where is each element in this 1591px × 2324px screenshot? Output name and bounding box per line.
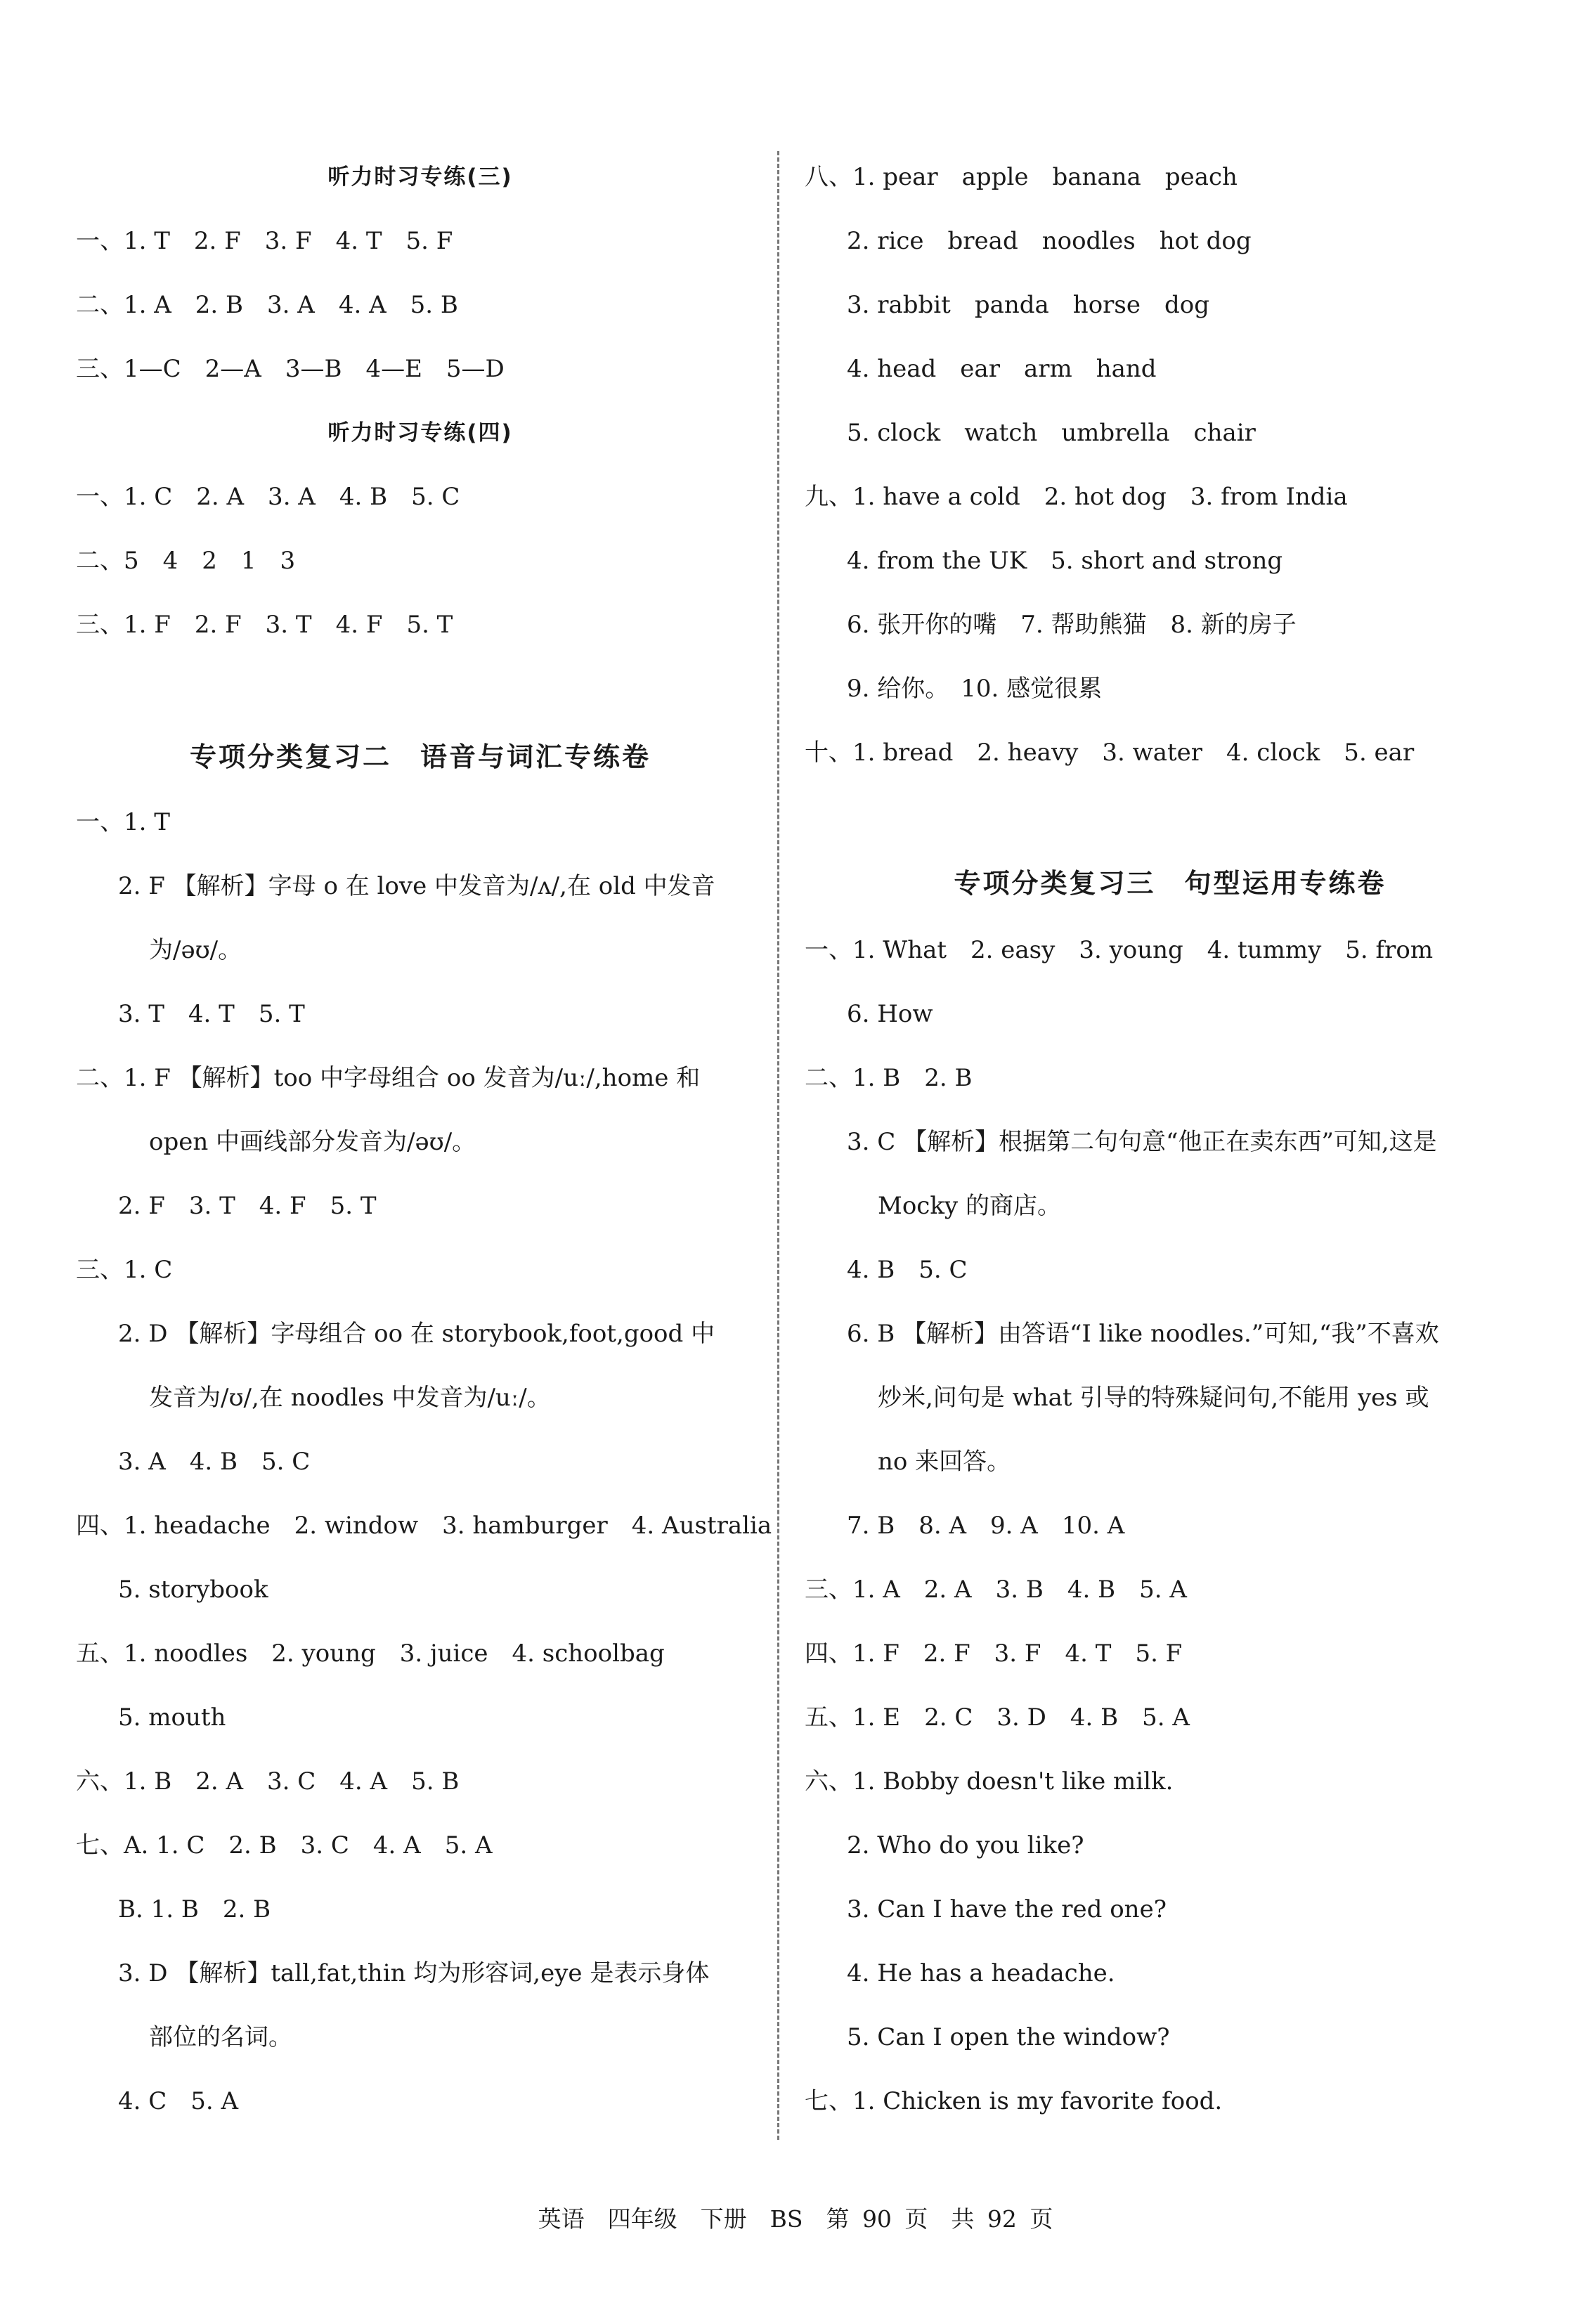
answer-line: 一、1. C 2. A 3. A 4. B 5. C [76,483,460,511]
answer-line: 发音为/ʊ/,在 noodles 中发音为/uː/。 [149,1384,551,1412]
answer-line: 6. B 【解析】由答语“I like noodles.”可知,“我”不喜欢 [847,1320,1439,1348]
answer-line: 十、1. bread 2. heavy 3. water 4. clock 5. ear [805,739,1415,767]
answer-line: 一、1. T 2. F 3. F 4. T 5. F [76,227,453,255]
answer-line: 三、1—C 2—A 3—B 4—E 5—D [76,355,505,383]
answer-line: 五、1. E 2. C 3. D 4. B 5. A [805,1703,1190,1732]
answer-line: B. 1. B 2. B [118,1895,271,1923]
answer-line: 五、1. noodles 2. young 3. juice 4. schoolbag [76,1640,665,1668]
answer-line: 七、1. Chicken is my favorite food. [805,2087,1223,2115]
answer-line: 4. He has a headache. [847,1959,1115,1987]
answer-line: 一、1. T [76,808,170,836]
answer-line: 部位的名词。 [149,2023,292,2051]
section-title-phonics-vocab: 专项分类复习二 语音与词汇专练卷 [189,741,651,772]
answer-line: 5. storybook [118,1576,268,1604]
answer-line: Mocky 的商店。 [878,1192,1061,1220]
answer-line: 六、1. B 2. A 3. C 4. A 5. B [76,1767,460,1796]
answer-line: 2. D 【解析】字母组合 oo 在 storybook,foot,good 中 [118,1320,715,1348]
answer-line: 6. How [847,1000,933,1028]
answer-line: 七、A. 1. C 2. B 3. C 4. A 5. A [76,1831,493,1859]
answer-line: 3. A 4. B 5. C [118,1448,311,1476]
answer-line: 2. F 【解析】字母 o 在 love 中发音为/ʌ/,在 old 中发音 [118,872,715,900]
answer-line: 6. 张开你的嘴 7. 帮助熊猫 8. 新的房子 [847,611,1297,639]
answer-line: no 来回答。 [878,1448,1011,1476]
answer-line: 5. mouth [118,1703,226,1732]
column-divider [777,151,779,2140]
answer-line: 四、1. headache 2. window 3. hamburger 4. Australia [76,1512,772,1540]
answer-line: 3. D 【解析】tall,fat,thin 均为形容词,eye 是表示身体 [118,1959,710,1987]
answer-line: 7. B 8. A 9. A 10. A [847,1512,1125,1540]
section-title-listening-3: 听力时习专练(三) [327,164,513,190]
answer-line: 四、1. F 2. F 3. F 4. T 5. F [805,1640,1183,1668]
answer-line: 4. C 5. A [118,2087,239,2115]
answer-line: 2. Who do you like? [847,1831,1084,1859]
answer-line: 5. clock watch umbrella chair [847,419,1256,447]
answer-line: 三、1. F 2. F 3. T 4. F 5. T [76,611,453,639]
answer-line: 九、1. have a cold 2. hot dog 3. from India [805,483,1348,511]
answer-line: 9. 给你。 10. 感觉很累 [847,675,1103,703]
answer-line: 3. rabbit panda horse dog [847,291,1209,319]
answer-line: 二、5 4 2 1 3 [76,547,296,575]
answer-line: 4. B 5. C [847,1256,968,1284]
left-column [76,0,772,2324]
answer-line: 4. head ear arm hand [847,355,1157,383]
answer-line: 2. F 3. T 4. F 5. T [118,1192,377,1220]
answer-line: 六、1. Bobby doesn't like milk. [805,1767,1174,1796]
answer-line: 二、1. A 2. B 3. A 4. A 5. B [76,291,458,319]
answer-line: 3. Can I have the red one? [847,1895,1167,1923]
answer-line: 2. rice bread noodles hot dog [847,227,1252,255]
section-title-sentence-patterns: 专项分类复习三 句型运用专练卷 [954,868,1387,899]
answer-line: 为/əʊ/。 [149,936,242,964]
answer-line: 三、1. C [76,1256,173,1284]
answer-line: 炒米,问句是 what 引导的特殊疑问句,不能用 yes 或 [878,1384,1429,1412]
answer-line: 3. C 【解析】根据第二句句意“他正在卖东西”可知,这是 [847,1128,1437,1156]
answer-line: 3. T 4. T 5. T [118,1000,305,1028]
answer-line: 二、1. F 【解析】too 中字母组合 oo 发音为/uː/,home 和 [76,1064,701,1092]
answer-line: 二、1. B 2. B [805,1064,973,1092]
right-column [805,0,1535,2324]
answer-line: open 中画线部分发音为/əʊ/。 [149,1128,476,1156]
section-title-listening-4: 听力时习专练(四) [327,420,513,446]
answer-line: 5. Can I open the window? [847,2023,1170,2051]
answer-line: 八、1. pear apple banana peach [805,163,1238,191]
page-footer: 英语 四年级 下册 BS 第 90 页 共 92 页 [538,2205,1053,2233]
answer-line: 三、1. A 2. A 3. B 4. B 5. A [805,1576,1187,1604]
answer-line: 一、1. What 2. easy 3. young 4. tummy 5. from [805,936,1434,964]
answer-line: 4. from the UK 5. short and strong [847,547,1283,575]
